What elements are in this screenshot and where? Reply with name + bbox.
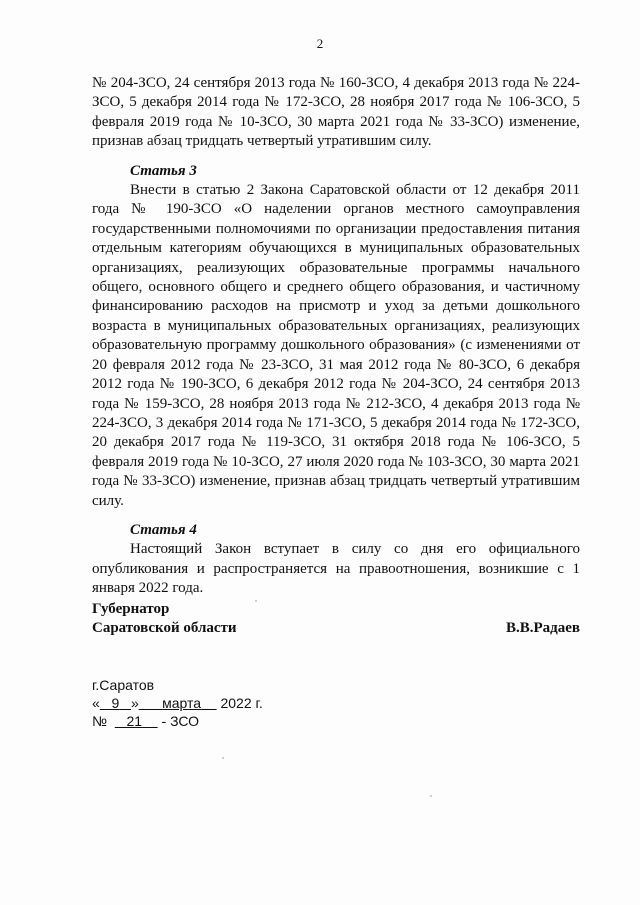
signature-block — [92, 600, 580, 639]
number-suffix: - ЗСО — [161, 713, 200, 729]
signatory-name: В.В.Радаев — [505, 620, 580, 637]
intro-paragraph: № 204-ЗСО, 24 сентября 2013 года № 160-ЗСО, 4 декабря 2013 года № 224-ЗСО, 5 декабря 2014 года № 172-ЗСО, 28 ноября 2017 года № 106-ЗСО, 5 февраля 2019 года № 10-ЗСО, 30 марта 2021 года № 33-ЗСО) изменение, признав абзац тридцать четвертый утратившим силу. — [92, 75, 580, 150]
article-4-title: Статья 4 — [130, 521, 197, 538]
scan-speck — [430, 795, 432, 797]
date-day: 9 — [111, 695, 120, 711]
article-4-text: Настоящий Закон вступает в силу со дня его официального опубликования и распространяется на правоотношения, возникшие с 1 января 2022 года. — [92, 541, 580, 597]
signatory-title-line-1: Губернатор — [92, 601, 170, 617]
date-line — [92, 694, 263, 712]
place-date-number — [92, 676, 263, 730]
article-3-text: Внести в статью 2 Закона Саратовской области от 12 декабря 2011 года № 190-ЗСО «О наделении органов местного самоуправления государственными полномочиями по организации предоставления питания отдельным категориям обучающихся в муниципальных образовательных организациях, реализующих образовательные программы начального общего, основного общего и среднего общего образования, и частичному финансированию расходов на присмотр и уход за детьми дошкольного возраста в муниципальных образовательных организациях, реализующих образовательную программу дошкольного образования» (с изменениями от 20 февраля 2012 года № 23-ЗСО, 31 мая 2012 года № 80-ЗСО, 6 декабря 2012 года № 190-ЗСО, 6 декабря 2012 года № 204-ЗСО, 24 сентября 2013 года № 159-ЗСО, 28 ноября 2013 года № 212-ЗСО, 4 декабря 2013 года № 224-ЗСО, 3 декабря 2014 года № 171-ЗСО, 5 декабря 2014 года № 172-ЗСО, 20 декабря 2017 года № 119-ЗСО, 31 октября 2018 года № 106-ЗСО, 5 февраля 2019 года № 10-ЗСО, 27 июля 2020 года № 103-ЗСО, 30 марта 2021 года № 33-ЗСО) изменение, признав абзац тридцать четвертый утратившим силу. — [92, 182, 580, 509]
scan-speck — [222, 757, 224, 759]
date-quote-close: » — [130, 695, 139, 711]
page-number: 2 — [316, 36, 324, 51]
article-3-title: Статья 3 — [130, 162, 197, 179]
document-body — [92, 74, 580, 599]
number-sign: № — [92, 713, 108, 729]
number-line — [92, 712, 263, 730]
city-line: г.Саратов — [92, 677, 155, 693]
date-year: 2022 г. — [220, 695, 263, 711]
signatory-title-line-2: Саратовской области — [92, 620, 237, 637]
scan-speck — [255, 600, 257, 602]
law-number: 21 — [126, 713, 143, 729]
date-quote-open: « — [92, 695, 100, 711]
date-month: марта — [162, 695, 202, 711]
